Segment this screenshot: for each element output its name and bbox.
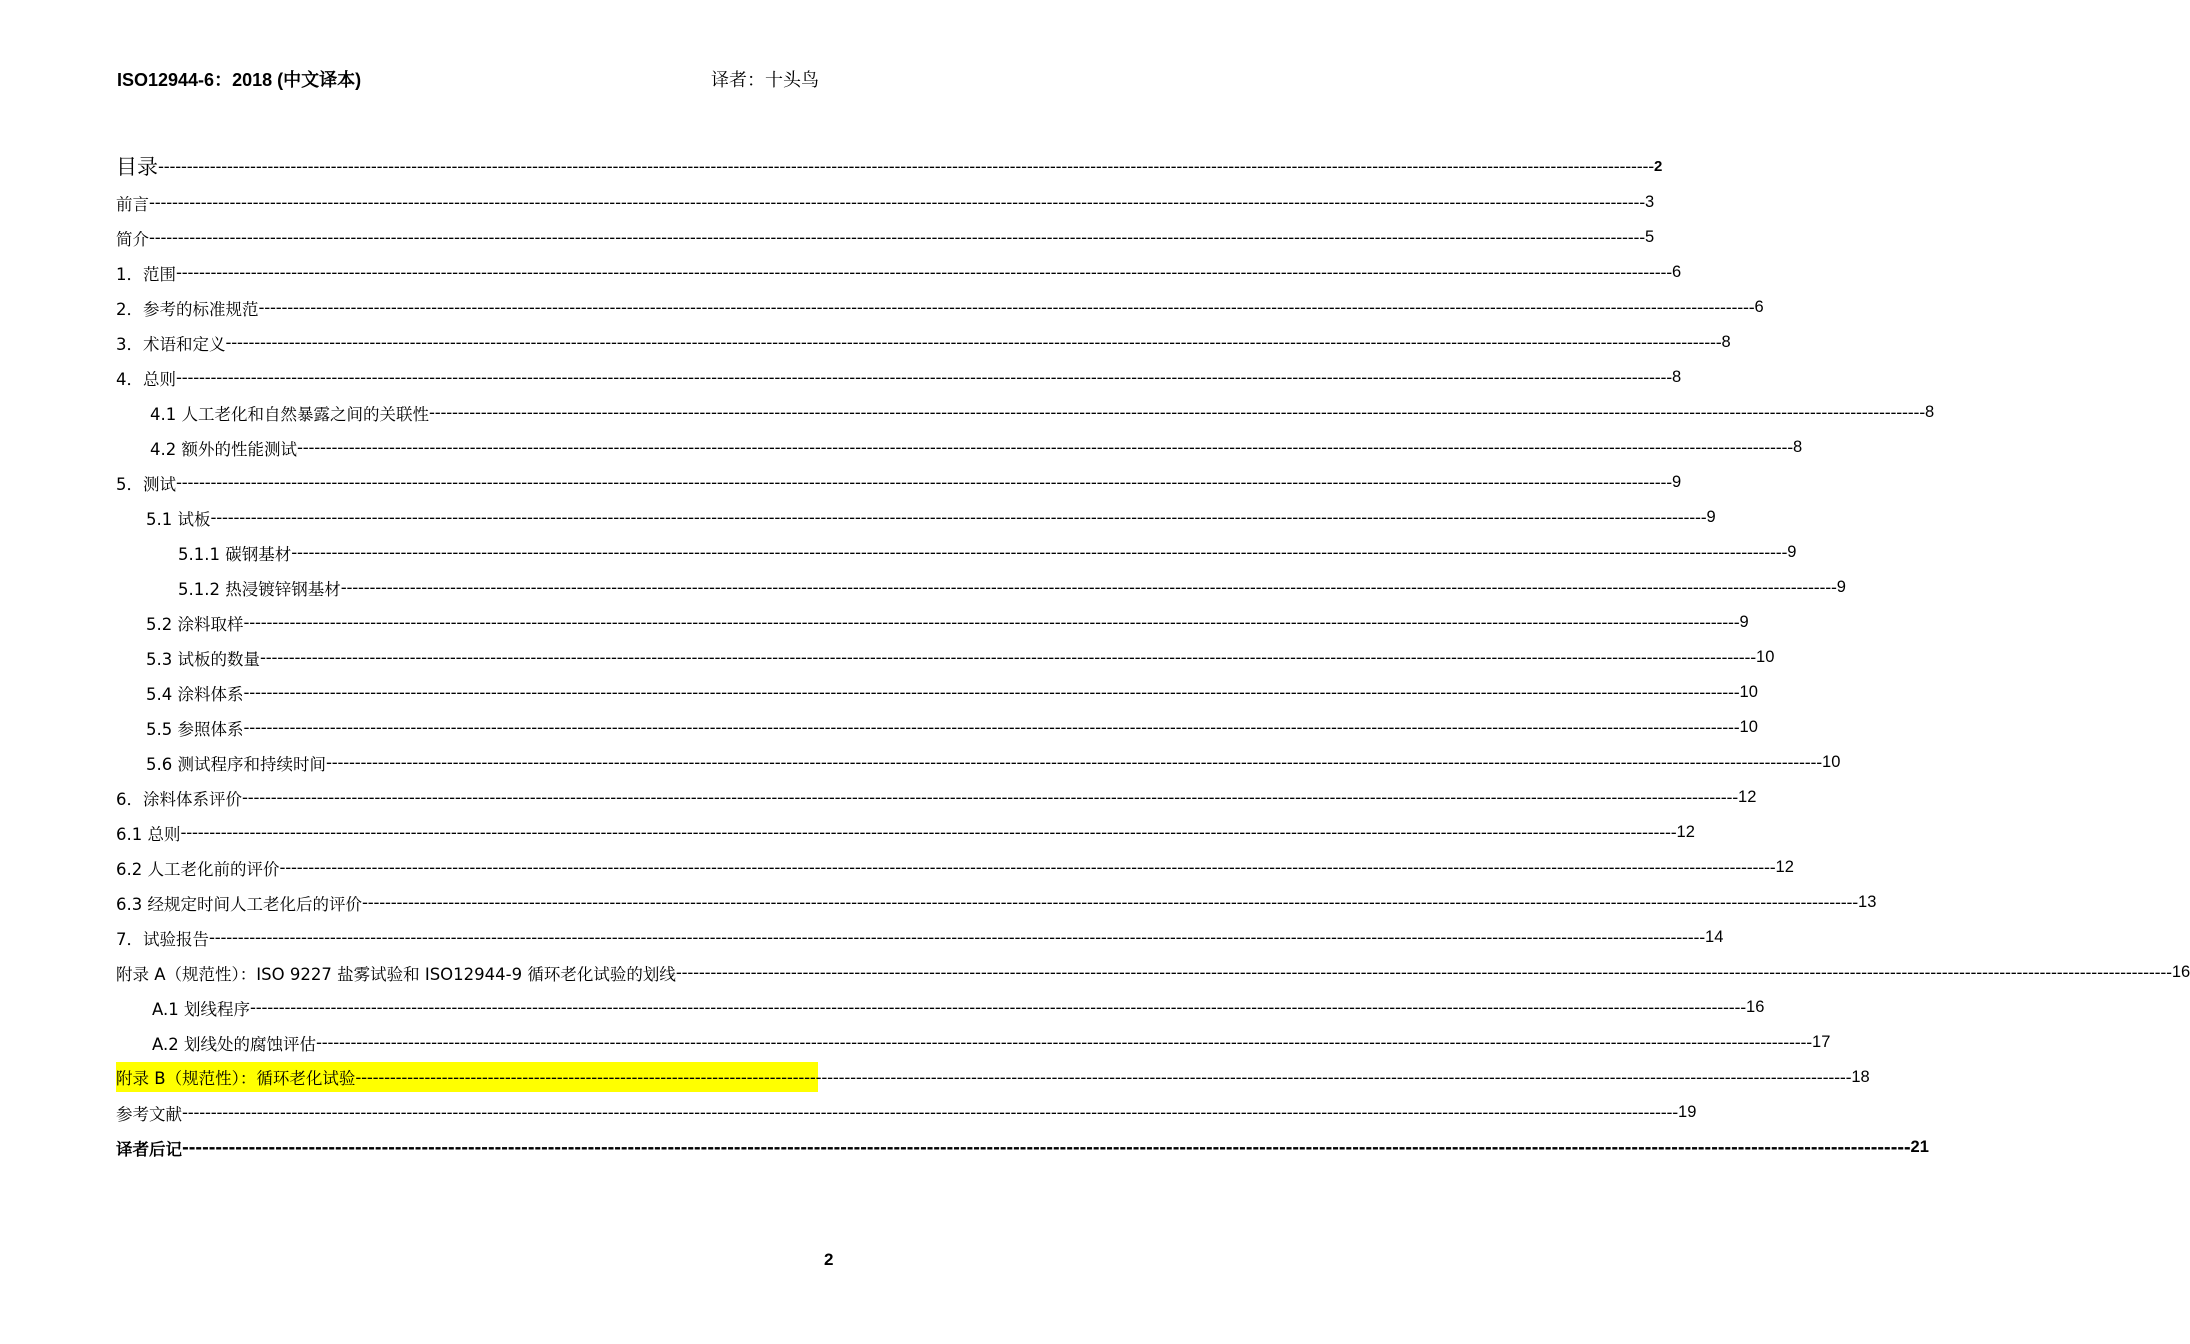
toc-leader-dashes: -------------------------------------------------------------------------------------------------------------------------------------------------------------------------------------------------------------------------------------------------------------------- — [250, 998, 1747, 1017]
toc-leader-dashes: -------------------------------------------------------------------------------------------------------------------------------------------------------------------------------------------------------------------------------------------------------------------- — [326, 753, 1823, 772]
toc-entry-page: 16 — [1746, 998, 1765, 1016]
toc-leader-dashes: -------------------------------------------------------------------------------------------------------------------------------------------------------------------------------------------------------------------------------------------------------------------- — [210, 508, 1707, 527]
toc-entry-label: 5．测试 — [116, 474, 176, 494]
toc-entry[interactable] — [116, 290, 1764, 325]
toc-entry[interactable] — [116, 535, 1797, 570]
toc-leader-dashes: -------------------------------------------------------------------------------------------------------------------------------------------------------------------------------------------------------------------------------------------------------------------- — [182, 1138, 1911, 1157]
toc-entry[interactable] — [116, 605, 1749, 640]
toc-entry[interactable] — [116, 640, 1775, 675]
toc-entry-page: 19 — [1678, 1103, 1697, 1121]
toc-entry-page: 8 — [1672, 368, 1682, 386]
toc-leader-dashes: -------------------------------------------------------------------------------------------------------------------------------------------------------------------------------------------------------------------------------------------------------------------- — [209, 928, 1706, 947]
toc-entry-label: 5.1 试板 — [146, 509, 211, 529]
toc-entry-label: 6.1 总则 — [116, 824, 181, 844]
toc-entry-label: 6.2 人工老化前的评价 — [116, 859, 280, 879]
toc-entry[interactable] — [116, 185, 1655, 220]
toc-entry-page: 9 — [1836, 578, 1846, 596]
toc-entry-page: 9 — [1787, 543, 1797, 561]
toc-leader-dashes: -------------------------------------------------------------------------------------------------------------------------------------------------------------------------------------------------------------------------------------------------------------------- — [149, 193, 1646, 212]
toc-entry[interactable] — [116, 675, 1758, 710]
toc-entry-page: 16 — [2171, 963, 2190, 981]
toc-entry-page: 8 — [1793, 438, 1803, 456]
toc-leader-dashes: -------------------------------------------------------------------------------------------------------------------------------------------------------------------------------------------------------------------------------------------------------------------- — [242, 788, 1739, 807]
page-number: 2 — [824, 1250, 834, 1269]
toc-entry[interactable] — [116, 255, 1682, 290]
toc-leader-dashes: -------------------------------------------------------------------------------------------------------------------------------------------------------------------------------------------------------------------------------------------------------------------- — [260, 648, 1757, 667]
toc-leader-dashes: -------------------------------------------------------------------------------------------------------------------------------------------------------------------------------------------------------------------------------------------------------------------- — [243, 718, 1740, 737]
toc-entry[interactable] — [116, 885, 1877, 920]
toc-entry[interactable] — [116, 430, 1803, 465]
toc-entry-label: 5.2 涂料取样 — [146, 614, 244, 634]
toc-leader-dashes: -------------------------------------------------------------------------------------------------------------------------------------------------------------------------------------------------------------------------------------------------------------------- — [429, 403, 1926, 422]
toc-leader-dashes: -------------------------------------------------------------------------------------------------------------------------------------------------------------------------------------------------------------------------------------------------------------------- — [243, 683, 1740, 702]
toc-leader-dashes: -------------------------------------------------------------------------------------------------------------------------------------------------------------------------------------------------------------------------------------------------------------------- — [180, 823, 1677, 842]
toc-leader-dashes: -------------------------------------------------------------------------------------------------------------------------------------------------------------------------------------------------------------------------------------------------------------------- — [340, 578, 1837, 597]
toc-entry[interactable] — [116, 780, 1757, 815]
toc-leader-dashes: -------------------------------------------------------------------------------------------------------------------------------------------------------------------------------------------------------------------------------------------------------------------- — [675, 963, 2172, 982]
toc-entry-page: 8 — [1721, 333, 1731, 351]
toc-entry[interactable] — [116, 745, 1841, 780]
toc-entry-page: 9 — [1706, 508, 1716, 526]
toc-entry[interactable] — [116, 465, 1682, 500]
toc-entry-page: 9 — [1672, 473, 1682, 491]
toc-entry-label: A.2 划线处的腐蚀评估 — [152, 1034, 316, 1054]
toc-entry-label: 参考文献 — [116, 1104, 182, 1124]
toc-leader-dashes: -------------------------------------------------------------------------------------------------------------------------------------------------------------------------------------------------------------------------------------------------------------------- — [158, 156, 1655, 176]
toc-leader-dashes: -------------------------------------------------------------------------------------------------------------------------------------------------------------------------------------------------------------------------------------------------------------------- — [279, 858, 1776, 877]
table-of-contents — [116, 147, 2190, 1165]
toc-entry-page: 10 — [1739, 683, 1758, 701]
toc-entry-page: 10 — [1756, 648, 1775, 666]
toc-entry-label: 4.1 人工老化和自然暴露之间的关联性 — [150, 404, 429, 424]
toc-entry[interactable] — [116, 325, 1731, 360]
toc-entry-label: 7．试验报告 — [116, 929, 209, 949]
toc-entry[interactable] — [116, 815, 1695, 850]
toc-entry-label: 5.1.2 热浸镀锌钢基材 — [178, 579, 341, 599]
toc-entry[interactable] — [116, 220, 1655, 255]
toc-entry-label: 附录 B（规范性）：循环老化试验 — [116, 1069, 356, 1088]
toc-entry[interactable] — [116, 955, 2190, 990]
toc-entry-page: 12 — [1738, 788, 1757, 806]
toc-entry-label: 1．范围 — [116, 264, 176, 284]
toc-entry[interactable] — [116, 395, 1935, 430]
toc-entry-page: 6 — [1754, 298, 1764, 316]
toc-entry[interactable] — [116, 1130, 1929, 1165]
toc-leader-dashes: -------------------------------------------------------------------------------------------------------------------------------------------------------------------------------------------------------------------------------------------------------------------- — [176, 473, 1673, 492]
toc-entry-label: A.1 划线程序 — [152, 999, 250, 1019]
toc-entry-label: 简介 — [116, 229, 149, 249]
toc-entry[interactable] — [116, 360, 1682, 395]
toc-entry-label: 6．涂料体系评价 — [116, 789, 242, 809]
toc-entry[interactable] — [116, 1062, 1870, 1092]
toc-entry-page: 21 — [1910, 1138, 1929, 1156]
toc-entry-label: 前言 — [116, 194, 149, 214]
toc-leader-dashes: -------------------------------------------------------------------------------------------------------------------------------------------------------------------------------------------------------------------------------------------------------------------- — [243, 613, 1740, 632]
toc-entry-label: 5.4 涂料体系 — [146, 684, 244, 704]
toc-leader-dashes: -------------------------------------------------------------------------------------------------------------------------------------------------------------------------------------------------------------------------------------------------------------------- — [176, 368, 1673, 387]
toc-leader-dashes: -------------------------------------------------------------------------------------------------------------------------------------------------------------------------------------------------------------------------------------------------------------------- — [176, 263, 1673, 282]
toc-entry-label: 目录 — [116, 155, 158, 179]
toc-entry-page: 17 — [1812, 1033, 1831, 1051]
toc-entry[interactable] — [116, 570, 1846, 605]
toc-entry-label: 译者后记 — [116, 1139, 182, 1159]
toc-entry-label: 5.5 参照体系 — [146, 719, 244, 739]
toc-entry-label: 3．术语和定义 — [116, 334, 226, 354]
toc-leader-dashes: -------------------------------------------------------------------------------------------------------------------------------------------------------------------------------------------------------------------------------------------------------------------- — [316, 1033, 1813, 1052]
toc-entry-page: 6 — [1672, 263, 1682, 281]
toc-entry[interactable] — [116, 500, 1716, 535]
toc-leader-dashes: -------------------------------------------------------------------------------------------------------------------------------------------------------------------------------------------------------------------------------------------------------------------- — [149, 228, 1646, 247]
toc-entry-label: 4.2 额外的性能测试 — [150, 439, 297, 459]
toc-entry[interactable] — [116, 710, 1758, 745]
toc-leader-dashes: -------------------------------------------------------------------------------------------------------------------------------------------------------------------------------------------------------------------------------------------------------------------- — [225, 333, 1722, 352]
toc-entry-label: 5.1.1 碳钢基材 — [178, 544, 292, 564]
toc-entry-page: 10 — [1739, 718, 1758, 736]
toc-leader-dashes: -------------------------------------------------------------------------------------------------------------------------------------------------------------------------------------------------------------------------------------------------------------------- — [258, 298, 1755, 317]
toc-entry[interactable] — [116, 990, 1765, 1025]
toc-entry-label: 5.3 试板的数量 — [146, 649, 260, 669]
toc-leader-dashes: -------------------------------------------------------------------------------------------------------------------------------------------------------------------------------------------------------------------------------------------------------------------- — [355, 1067, 1852, 1087]
toc-leader-dashes: -------------------------------------------------------------------------------------------------------------------------------------------------------------------------------------------------------------------------------------------------------------------- — [291, 543, 1788, 562]
toc-entry-page: 12 — [1676, 823, 1695, 841]
toc-leader-dashes: -------------------------------------------------------------------------------------------------------------------------------------------------------------------------------------------------------------------------------------------------------------------- — [297, 438, 1794, 457]
toc-entry-page: 13 — [1858, 893, 1877, 911]
toc-entry-page: 5 — [1645, 228, 1655, 246]
toc-entry[interactable] — [116, 147, 1663, 185]
toc-entry-label: 5.6 测试程序和持续时间 — [146, 754, 326, 774]
toc-entry-page: 2 — [1654, 157, 1663, 175]
toc-leader-dashes: -------------------------------------------------------------------------------------------------------------------------------------------------------------------------------------------------------------------------------------------------------------------- — [182, 1103, 1679, 1122]
toc-entry-page: 3 — [1645, 193, 1655, 211]
toc-entry-page: 14 — [1705, 928, 1724, 946]
toc-entry-label: 4．总则 — [116, 369, 176, 389]
toc-entry[interactable] — [116, 1025, 1831, 1060]
toc-entry-page: 9 — [1739, 613, 1749, 631]
toc-leader-dashes: -------------------------------------------------------------------------------------------------------------------------------------------------------------------------------------------------------------------------------------------------------------------- — [362, 893, 1859, 912]
toc-entry-page: 10 — [1822, 753, 1841, 771]
toc-entry[interactable] — [116, 850, 1794, 885]
document-header-title: ISO12944-6：2018 (中文译本) — [117, 70, 362, 90]
toc-entry-label: 附录 A（规范性）：ISO 9227 盐雾试验和 ISO12944-9 循环老化试验的划线 — [116, 964, 676, 984]
toc-entry-label: 2．参考的标准规范 — [116, 299, 259, 319]
toc-entry-label: 6.3 经规定时间人工老化后的评价 — [116, 894, 362, 914]
toc-entry-page: 12 — [1775, 858, 1794, 876]
document-header-translator: 译者：十头鸟 — [711, 70, 819, 91]
toc-entry[interactable] — [116, 920, 1724, 955]
toc-entry-page: 8 — [1925, 403, 1935, 421]
toc-entry-page: 18 — [1851, 1067, 1870, 1086]
toc-entry[interactable] — [116, 1095, 1697, 1130]
